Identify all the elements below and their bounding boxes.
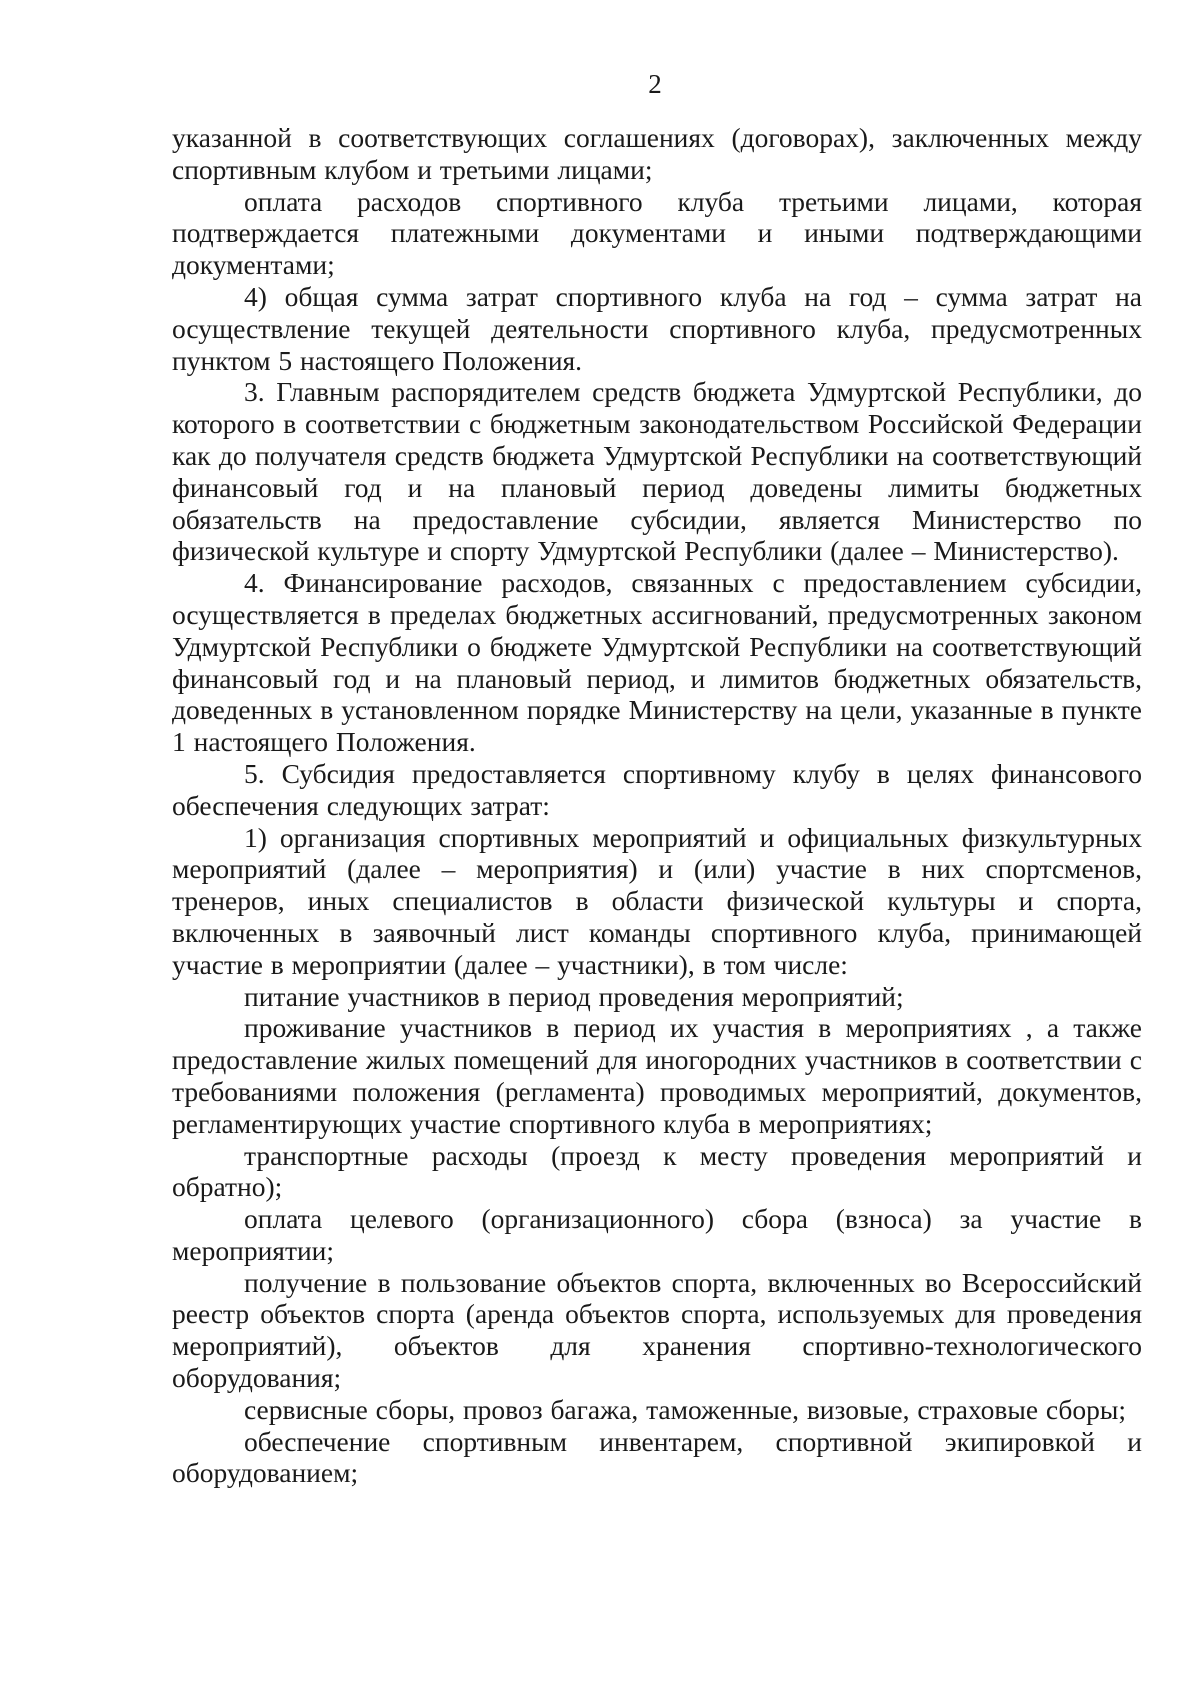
- paragraph-equipment: обеспечение спортивным инвентарем, спортивной экипировкой и оборудованием;: [172, 1425, 1142, 1489]
- page-number: 2: [648, 69, 662, 99]
- paragraph-clause-4: 4. Финансирование расходов, связанных с предоставлением субсидии, осуществляется в пределах бюджетных ассигнований, предусмотренных законом Удмуртской Республики о бюджете Удмуртской Республики на соответствующий финансовый год и на плановый период, и лимитов бюджетных обязательств, доведенных в установленном порядке Министерству на цели, указанные в пункте 1 настоящего Положения.: [172, 567, 1142, 758]
- paragraph-transport: транспортные расходы (проезд к месту проведения мероприятий и обратно);: [172, 1139, 1142, 1203]
- paragraph-service-fees: сервисные сборы, провоз багажа, таможенные, визовые, страховые сборы;: [244, 1393, 1127, 1425]
- paragraph-continuation: указанной в соответствующих соглашениях (договорах), заключенных между спортивным клубом и третьими лицами;: [172, 122, 1142, 185]
- paragraph-sports-facilities: получение в пользование объектов спорта, включенных во Всероссийский реестр объектов спорта (аренда объектов спорта, используемых для проведения мероприятий), объектов для хранения спортивно-технологического оборудования;: [172, 1266, 1142, 1394]
- paragraph-payment-by-third-parties: оплата расходов спортивного клуба третьими лицами, которая подтверждается платежными документами и иными подтверждающими документами;: [172, 185, 1142, 281]
- paragraph-clause-3: 3. Главным распорядителем средств бюджета Удмуртской Республики, до которого в соответствии с бюджетным законодательством Российской Федерации как до получателя средств бюджета Удмуртской Республики на соответствующий финансовый год и на плановый период доведены лимиты бюджетных обязательств на предоставление субсидии, является Министерство по физической культуре и спорту Удмуртской Республики (далее – Министерство).: [172, 376, 1142, 567]
- document-body: [172, 122, 1142, 1489]
- paragraph-item-1-events: 1) организация спортивных мероприятий и официальных физкультурных мероприятий (далее – мероприятия) и (или) участие в них спортсменов, тренеров, иных специалистов в области физической культуры и спорта, включенных в заявочный лист команды спортивного клуба, принимающей участие в мероприятии (далее – участники), в том числе:: [172, 821, 1142, 980]
- paragraph-accommodation: проживание участников в период их участия в мероприятиях , а также предоставление жилых помещений для иногородних участников в соответствии с требованиями положения (регламента) проводимых мероприятий, документов, регламентирующих участие спортивного клуба в мероприятиях;: [172, 1012, 1142, 1139]
- paragraph-total-costs-definition: 4) общая сумма затрат спортивного клуба на год – сумма затрат на осуществление текущей деятельности спортивного клуба, предусмотренных пунктом 5 настоящего Положения.: [172, 280, 1142, 376]
- paragraph-meals: питание участников в период проведения мероприятий;: [244, 980, 904, 1012]
- paragraph-entry-fee: оплата целевого (организационного) сбора (взноса) за участие в мероприятии;: [172, 1203, 1142, 1266]
- paragraph-clause-5: 5. Субсидия предоставляется спортивному клубу в целях финансового обеспечения следующих затрат:: [172, 757, 1142, 821]
